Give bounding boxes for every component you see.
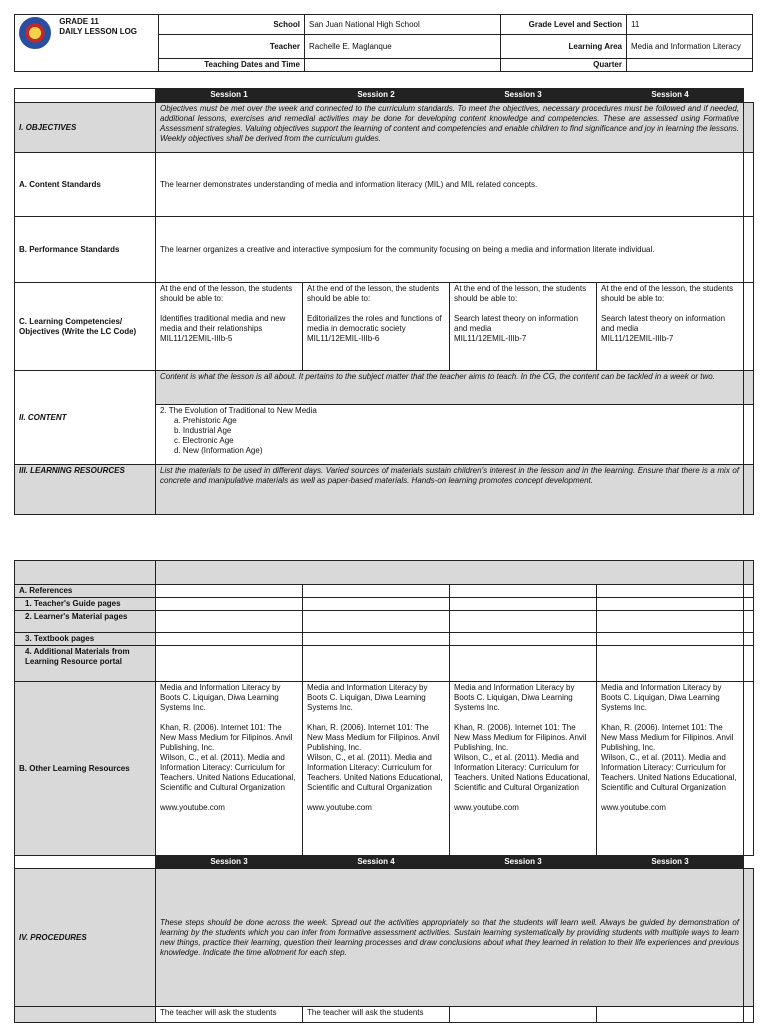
deped-seal-icon: [19, 17, 51, 49]
objectives-text: Objectives must be met over the week and connected to the curriculum standards. To meet the objectives, necessary procedures must be followed and if needed, additional lessons, exercises and remedial activities may be done for developing content knowledge and competencies. These are assessed using Formative Assessment strategies. Valuing objectives support the learning of content and competencies and enable children to find significance and joy in learning the lessons. Weekly objectives shall be derived from the curriculum guides.: [156, 103, 744, 153]
content-standards-label: A. Content Standards: [15, 153, 156, 217]
content-item: d. New (Information Age): [174, 446, 263, 455]
school-label: School: [159, 15, 305, 35]
learners-material-label: 2. Learner's Material pages: [15, 611, 156, 633]
teacher-value: Rachelle E. Maglanque: [305, 35, 501, 59]
content-label: II. CONTENT: [15, 371, 156, 465]
content-item: c. Electronic Age: [174, 436, 234, 445]
performance-standards-label: B. Performance Standards: [15, 217, 156, 283]
grade-section-value: 11: [627, 15, 753, 35]
content-note: Content is what the lesson is all about. It pertains to the subject matter that the teacher aims to teach. In the CG, the content can be tackled in a week or two.: [156, 371, 744, 405]
additional-materials-label: 4. Additional Materials from Learning Resource portal: [15, 646, 156, 682]
references-label: A. References: [15, 585, 156, 598]
dates-value: [305, 59, 501, 72]
session-row2-4: Session 3: [597, 856, 744, 869]
teacher-label: Teacher: [159, 35, 305, 59]
procedure-cell-1: The teacher will ask the students: [156, 1007, 303, 1023]
content-item: b. Industrial Age: [174, 426, 232, 435]
content-item: a. Prehistoric Age: [174, 416, 237, 425]
competencies-label: C. Learning Competencies/ Objectives (Write the LC Code): [15, 283, 156, 371]
other-resources-cell-2: Media and Information Literacy by Boots C. Liquigan, Diwa Learning Systems Inc. Khan, R. (2006). Internet 101: The New Mass Medium for Filipinos. Anvil Publishing, Inc. Wilson, C., et al. (2011). Media and Information Literacy: Curriculum for Teachers. United Nations Educational, Scientific and Cultural Organization www.youtube.com: [303, 682, 450, 856]
performance-standards-text: The learner organizes a creative and interactive symposium for the community focusing on being a media and information literate individual.: [156, 217, 744, 283]
textbook-label: 3. Textbook pages: [15, 633, 156, 646]
content-topic-cell: [156, 405, 744, 465]
resources-text: List the materials to be used in different days. Varied sources of materials sustain children's interest in the lesson and in the learning. Ensure that there is a mix of concrete and manipulative materials as well as paper-based materials. Hands-on learning promotes concept development.: [156, 465, 744, 515]
competency-cell-2: At the end of the lesson, the students should be able to: Editorializes the roles and functions of media in democratic society MIL11/12EMIL-IIIb-6: [303, 283, 450, 371]
other-resources-cell-1: Media and Information Literacy by Boots C. Liquigan, Diwa Learning Systems Inc. Khan, R. (2006). Internet 101: The New Mass Medium for Filipinos. Anvil Publishing, Inc. Wilson, C., et al. (2011). Media and Information Literacy: Curriculum for Teachers. United Nations Educational, Scientific and Cultural Organization www.youtube.com: [156, 682, 303, 856]
objectives-label: I. OBJECTIVES: [15, 103, 156, 153]
session-row2-2: Session 4: [303, 856, 450, 869]
dates-label: Teaching Dates and Time: [159, 59, 305, 72]
quarter-value: [627, 59, 753, 72]
logo-cell: [15, 15, 159, 72]
header-table: [14, 14, 753, 72]
session-2-header: Session 2: [303, 89, 450, 103]
references-table: [14, 560, 767, 1023]
session-row2-3: Session 3: [450, 856, 597, 869]
corner-cell: [15, 89, 156, 103]
other-resources-label: B. Other Learning Resources: [15, 682, 156, 856]
procedures-text: These steps should be done across the week. Spread out the activities appropriately so that the students will learn well. Always be guided by demonstration of learning by the students which you can infer from formative assessment activities. Sustain learning systematically by providing students with multiple ways to learn new things, practice their learning, question their learning processes and draw conclusions about what they learned in relation to their life experiences and previous knowledge. Indicate the time allotment for each step.: [156, 869, 744, 1007]
content-standards-text: The learner demonstrates understanding of media and information literacy (MIL) and MIL related concepts.: [156, 153, 744, 217]
teachers-guide-label: 1. Teacher's Guide pages: [15, 598, 156, 611]
log-title: DAILY LESSON LOG: [59, 27, 138, 36]
blank-label: [15, 561, 156, 585]
learning-area-label: Learning Area: [501, 35, 627, 59]
resources-label: III. LEARNING RESOURCES: [15, 465, 156, 515]
session-row2-1: Session 3: [156, 856, 303, 869]
learning-area-value: Media and Information Literacy: [627, 35, 753, 59]
other-resources-cell-3: Media and Information Literacy by Boots C. Liquigan, Diwa Learning Systems Inc. Khan, R. (2006). Internet 101: The New Mass Medium for Filipinos. Anvil Publishing, Inc. Wilson, C., et al. (2011). Media and Information Literacy: Curriculum for Teachers. United Nations Educational, Scientific and Cultural Organization www.youtube.com: [450, 682, 597, 856]
grade-label: GRADE 11: [59, 17, 99, 26]
competency-cell-1: At the end of the lesson, the students should be able to: Identifies traditional media and new media and their relationships MIL11/12EMIL-IIIb-5: [156, 283, 303, 371]
session-4-header: Session 4: [597, 89, 744, 103]
session-3-header: Session 3: [450, 89, 597, 103]
procedures-label: IV. PROCEDURES: [15, 869, 156, 1007]
school-value: San Juan National High School: [305, 15, 501, 35]
competency-cell-3: At the end of the lesson, the students should be able to: Search latest theory on information and media MIL11/12EMIL-IIIb-7: [450, 283, 597, 371]
session-1-header: Session 1: [156, 89, 303, 103]
other-resources-cell-4: Media and Information Literacy by Boots C. Liquigan, Diwa Learning Systems Inc. Khan, R. (2006). Internet 101: The New Mass Medium for Filipinos. Anvil Publishing, Inc. Wilson, C., et al. (2011). Media and Information Literacy: Curriculum for Teachers. United Nations Educational, Scientific and Cultural Organization www.youtube.com: [597, 682, 744, 856]
procedure-cell-2: The teacher will ask the students: [303, 1007, 450, 1023]
competency-cell-4: At the end of the lesson, the students should be able to: Search latest theory on information and media MIL11/12EMIL-IIIb-7: [597, 283, 744, 371]
quarter-label: Quarter: [501, 59, 627, 72]
grade-section-label: Grade Level and Section: [501, 15, 627, 35]
content-topic: 2. The Evolution of Traditional to New Media: [160, 406, 317, 415]
lesson-table: [14, 88, 767, 515]
